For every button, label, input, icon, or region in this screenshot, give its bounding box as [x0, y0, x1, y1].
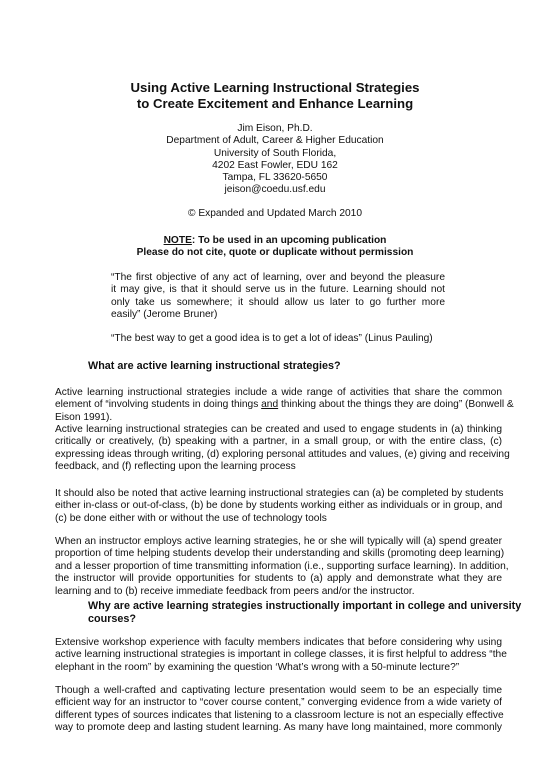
paragraph-line: elephant in the room” by examining the question ‘What’s wrong with a 50-minute lecture?” [55, 661, 460, 673]
quote-line: “The first objective of any act of learning, over and beyond the pleasure [111, 272, 445, 283]
author-university: University of South Florida, [213, 147, 337, 159]
paragraph-line: proportion of time helping students develop their understanding and skills (promoting deep learning) [55, 548, 505, 560]
paragraph-line: Though a well-crafted and captivating lecture presentation would seem to be an especially time [55, 685, 502, 696]
heading-line: courses? [88, 613, 137, 625]
paragraph-line: the instructor will provide opportunities for students to (a) apply and demonstrate what they are [55, 573, 502, 585]
paragraph-workshop [55, 637, 507, 674]
paragraph-line: way to promote deep and lasting student learning. As many have long maintained, more commonly [55, 722, 502, 734]
paragraph-line: (c) be done either with or without the use of technology tools [55, 512, 327, 524]
note-warning: Please do not cite, quote or duplicate without permission [136, 247, 414, 259]
heading-line: Why are active learning strategies instructionally important in college and university [88, 600, 522, 612]
author-street: 4202 East Fowler, EDU 162 [212, 159, 338, 171]
paragraph-line: Eison 1991). [55, 411, 113, 423]
paragraph-line [55, 399, 514, 411]
quote-line: easily” (Jerome Bruner) [111, 308, 218, 320]
quote-line: only take us somewhere; it should allow us later to go further more [111, 296, 445, 308]
paragraph-definition [55, 387, 514, 424]
paragraph-line: and a lesser proportion of time transmitting information (i.e., supporting surface learning). In addition, [55, 560, 509, 572]
paragraph-line: Extensive workshop experience with faculty members indicates that before considering why using [55, 637, 502, 648]
note-label: NOTE [163, 235, 192, 246]
paragraph-line: feedback, and (f) reflecting upon the learning process [55, 461, 296, 473]
author-city: Tampa, FL 33620-5650 [222, 172, 328, 184]
author-email: jeison@coedu.usf.edu [224, 184, 326, 196]
paragraph-modes [55, 488, 502, 525]
paragraph-line: either in-class or out-of-class, (b) be done by students working either as individuals or in group, and [55, 500, 503, 512]
paragraph-line: When an instructor employs active learning strategies, he or she will typically will (a) spend greater [55, 536, 502, 547]
title-line: Using Active Learning Instructional Strategies [130, 80, 420, 95]
paragraph-line: critically or creatively, (b) speaking with a partner, in a small group, or with the entire class, (c) [55, 436, 502, 448]
paragraph-line: learning and to (b) receive immediate feedback from peers and/or the instructor. [55, 585, 415, 597]
note-text: : To be used in an upcoming publication [191, 235, 387, 246]
paragraph-line: active learning instructional strategies is important in college classes, it is first helpful to address “the [55, 649, 507, 661]
section-heading-why [88, 600, 522, 626]
paragraph-instructor [55, 536, 509, 598]
author-department: Department of Adult, Career & Higher Education [166, 135, 384, 147]
note-line [0, 235, 550, 247]
quote-bruner [111, 272, 445, 321]
paragraph-line: different types of sources indicates that listening to a classroom lecture is not an especially effective [55, 709, 504, 721]
paragraph-line: efficient way for an instructor to “cover course content,” converging evidence from a wide variety of [55, 697, 502, 709]
paragraph-lecture [55, 685, 502, 735]
quote-line: it may give, is that it should serve us in the future. Learning should not [111, 284, 445, 296]
paragraph-line: Active learning instructional strategies can be created and used to engage students in (a) thinking [55, 424, 502, 435]
text-run: element of “involving students in doing things [55, 399, 262, 411]
copyright-date: © Expanded and Updated March 2010 [187, 208, 363, 219]
quote-pauling: “The best way to get a good idea is to get a lot of ideas” (Linus Pauling) [111, 333, 433, 344]
paragraph-line: expressing ideas through writing, (d) exploring personal attitudes and values, (e) giving and receiving [55, 448, 510, 460]
author-name: Jim Eison, Ph.D. [237, 123, 313, 134]
paragraph-uses [55, 424, 510, 474]
author-block [0, 123, 550, 197]
section-heading-what: What are active learning instructional strategies? [88, 360, 341, 372]
paragraph-line: Active learning instructional strategies include a wide range of activities that share the common [55, 387, 502, 398]
note-block [0, 235, 550, 260]
underlined-and: and [261, 399, 279, 411]
text-run: thinking about the things they are doing” (Bonwell & [278, 399, 514, 411]
document-title [0, 80, 550, 112]
paragraph-line: It should also be noted that active learning instructional strategies can (a) be completed by students [55, 488, 504, 499]
title-line: to Create Excitement and Enhance Learning [136, 96, 414, 111]
